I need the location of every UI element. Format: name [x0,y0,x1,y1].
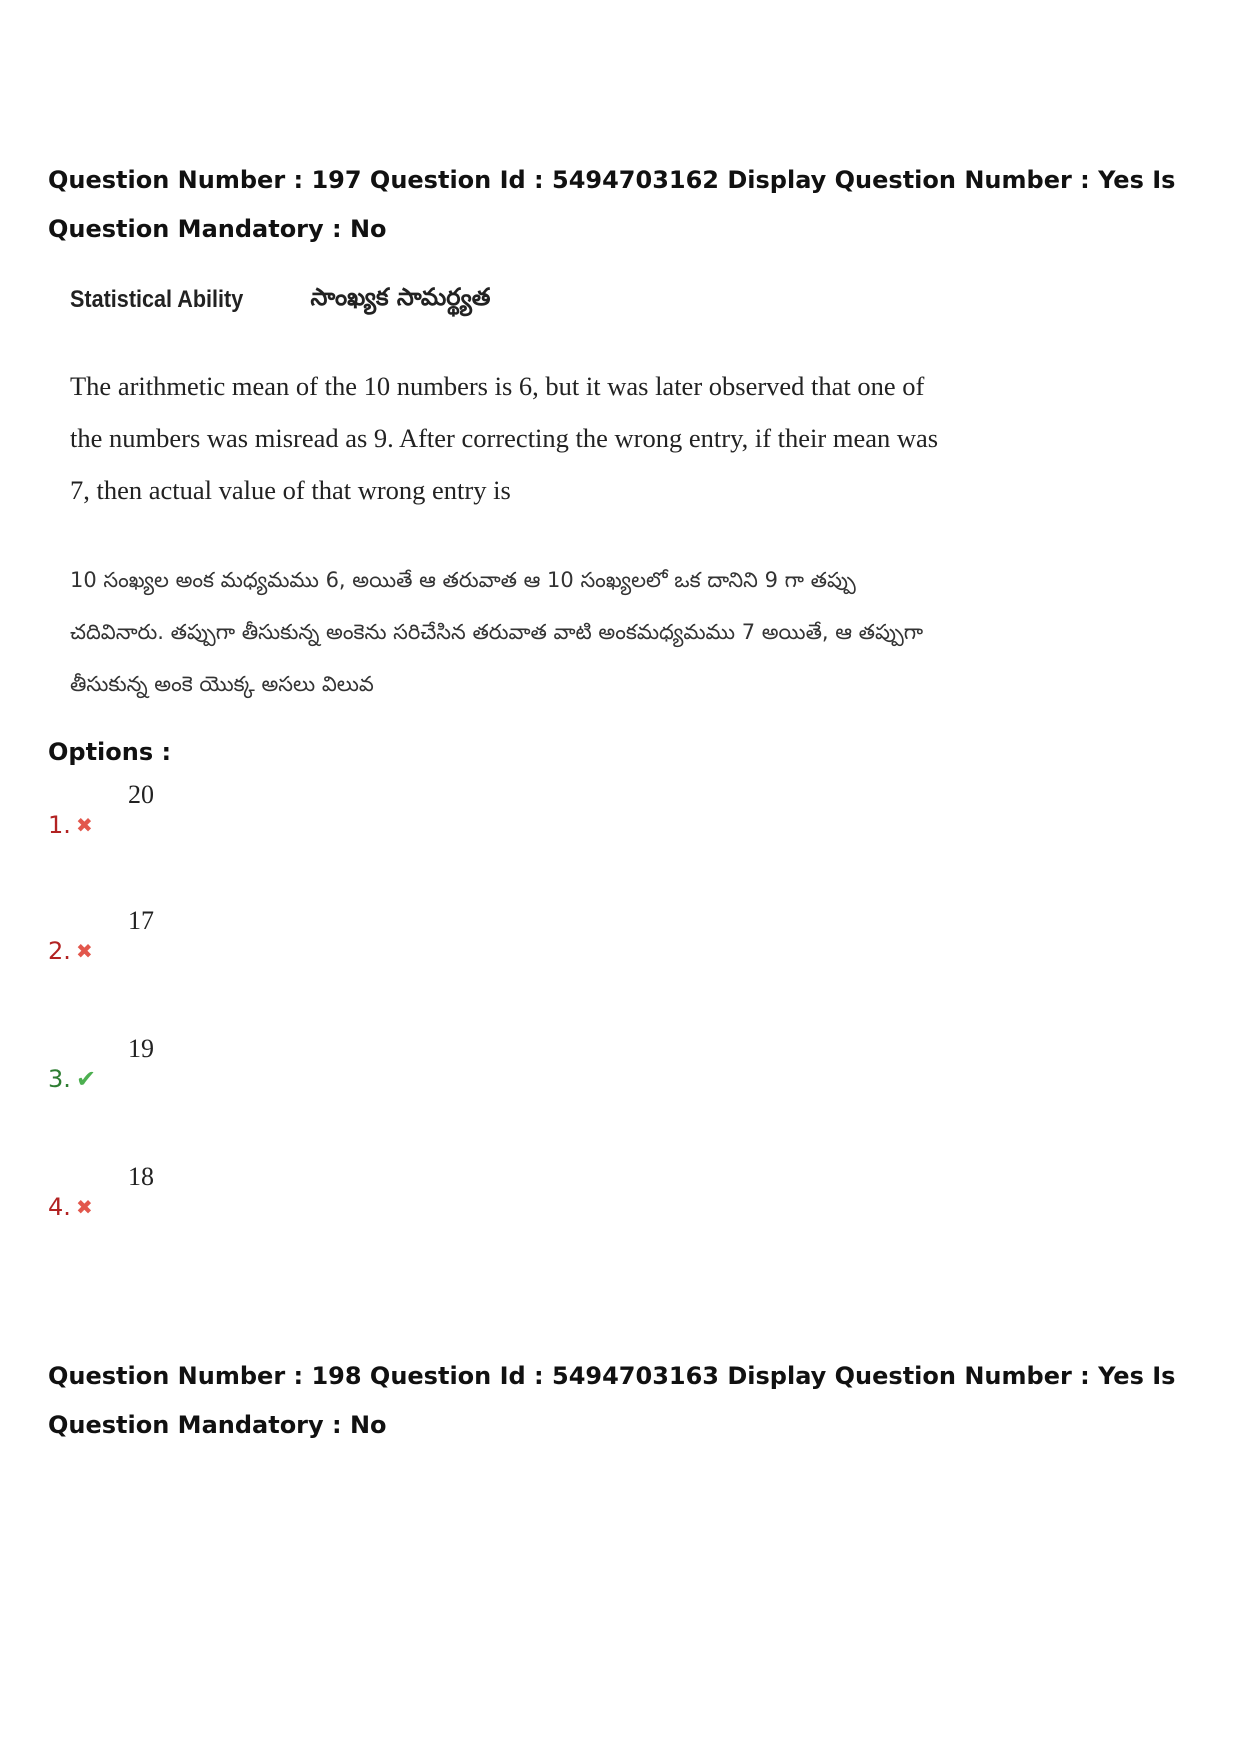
check-icon: ✔ [76,1065,97,1093]
option-3 [48,1034,448,1094]
question-197-header: Question Number : 197 Question Id : 5494703162 Display Question Number : Yes Is Question Mandatory : No [48,166,1176,243]
option-3-value: 19 [128,1034,154,1063]
option-1-value: 20 [128,780,154,809]
option-1-number: 1. [48,811,71,839]
question-text-english: The arithmetic mean of the 10 numbers is 6, but it was later observed that one of the numbers was misread as 9. After correcting the wrong entry, if their mean was 7, then actual value of that wrong entry is [70,371,939,505]
question-text-telugu: 10 సంఖ్యల అంక మధ్యమము 6, అయితే ఆ తరువాత ఆ 10 సంఖ్యలలో ఒక దానిని 9 గా తప్పు చదివినారు. తప్పుగా తీసుకున్న అంకెను సరిచేసిన తరువాత వాటి అంకమధ్యమము 7 అయితే, ఆ తప్పుగా తీసుకున్న అంకె యొక్క అసలు విలువ [70,568,924,696]
section-title [70,280,490,320]
option-4-number: 4. [48,1193,71,1221]
option-2-value: 17 [128,906,154,935]
cross-icon: ✖ [76,939,93,963]
options-label: Options : [48,738,172,766]
option-4-value: 18 [128,1162,154,1191]
cross-icon: ✖ [76,813,93,837]
question-198-header: Question Number : 198 Question Id : 5494703163 Display Question Number : Yes Is Question Mandatory : No [48,1362,1176,1439]
option-2 [48,906,448,966]
cross-icon: ✖ [76,1195,93,1219]
section-title-telugu: సాంఖ్యక సామర్థ్యత [310,283,491,311]
option-4 [48,1162,448,1222]
option-1 [48,780,448,840]
option-3-number: 3. [48,1065,71,1093]
option-2-number: 2. [48,937,71,965]
section-title-english: Statistical Ability [70,286,244,313]
question-197-image [60,268,940,708]
